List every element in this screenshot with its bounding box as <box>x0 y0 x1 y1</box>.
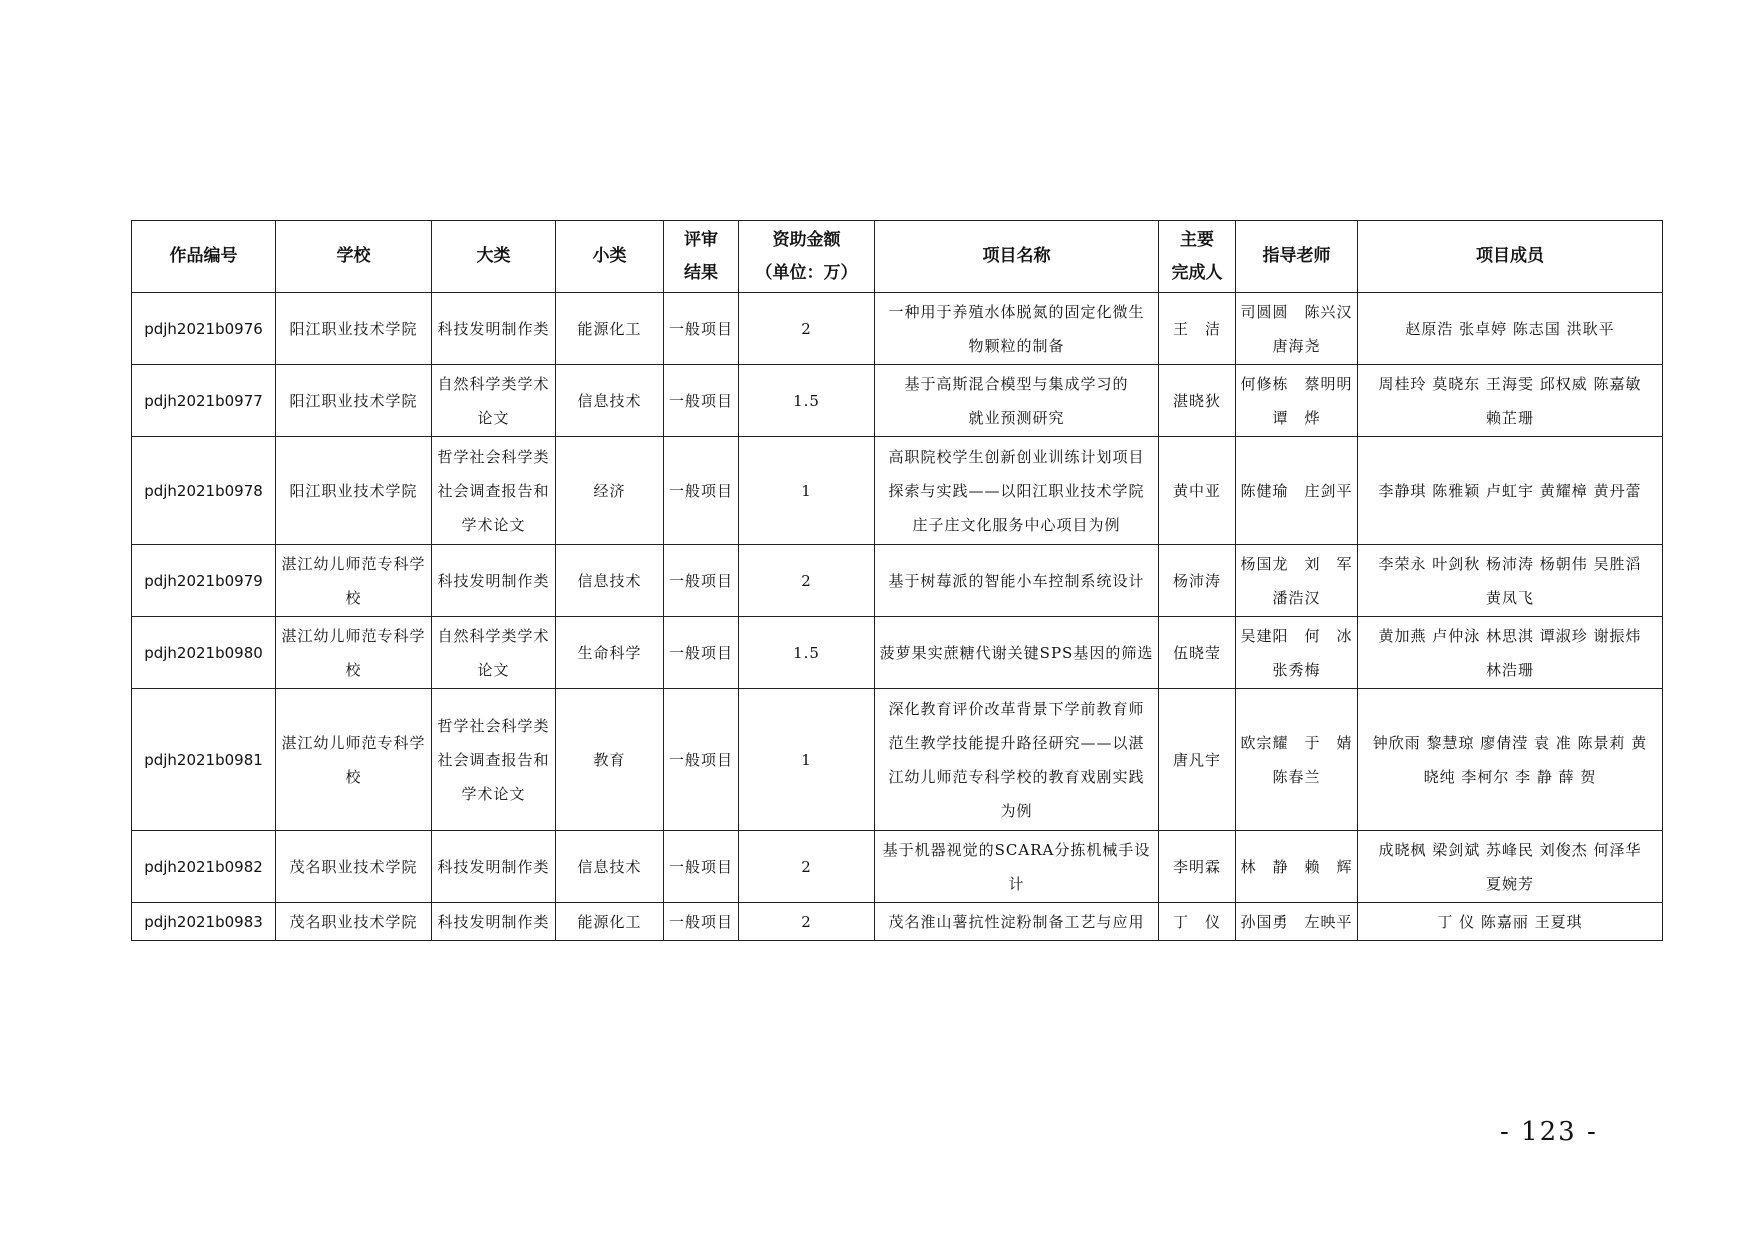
cell-id: pdjh2021b0976 <box>132 293 276 365</box>
cell-advisor-line: 唐海尧 <box>1272 336 1321 355</box>
cell-project-line: 茂名淮山薯抗性淀粉制备工艺与应用 <box>888 912 1145 931</box>
table-row <box>132 365 1663 437</box>
cell-amount: 1.5 <box>739 617 875 689</box>
cell-members <box>1358 365 1663 437</box>
cell-advisor-line: 何修栋 蔡明明 <box>1240 374 1353 393</box>
cell-project <box>875 617 1159 689</box>
cell-school <box>276 617 432 689</box>
cell-category-line: 哲学社会科学类 <box>437 716 550 735</box>
table-row <box>132 689 1663 831</box>
header-amount: 资助金额 （单位：万） <box>739 221 875 293</box>
cell-id: pdjh2021b0982 <box>132 831 276 903</box>
cell-project-line: 基于树莓派的智能小车控制系统设计 <box>888 571 1145 590</box>
cell-members <box>1358 831 1663 903</box>
cell-subcategory: 信息技术 <box>556 831 664 903</box>
header-category: 大类 <box>432 221 556 293</box>
cell-result: 一般项目 <box>664 831 739 903</box>
cell-members <box>1358 437 1663 545</box>
cell-subcategory: 经济 <box>556 437 664 545</box>
table-row <box>132 545 1663 617</box>
cell-members-line: 黄加燕 卢仲泳 林思淇 谭淑珍 谢振炜 <box>1378 626 1642 645</box>
table-row <box>132 437 1663 545</box>
cell-subcategory: 能源化工 <box>556 293 664 365</box>
cell-members-line: 丁 仪 陈嘉丽 王夏琪 <box>1437 912 1583 931</box>
cell-advisor <box>1236 831 1358 903</box>
cell-subcategory: 教育 <box>556 689 664 831</box>
cell-category-line: 科技发明制作类 <box>437 912 550 931</box>
cell-category <box>432 365 556 437</box>
cell-school-line: 湛江幼儿师范专科学 <box>281 626 426 645</box>
cell-project <box>875 293 1159 365</box>
cell-school-line: 校 <box>345 660 362 679</box>
project-table <box>131 220 1663 941</box>
cell-members <box>1358 903 1663 941</box>
cell-id: pdjh2021b0978 <box>132 437 276 545</box>
cell-advisor <box>1236 689 1358 831</box>
cell-result: 一般项目 <box>664 545 739 617</box>
cell-id: pdjh2021b0977 <box>132 365 276 437</box>
cell-school-line: 校 <box>345 767 362 786</box>
cell-leader: 杨沛涛 <box>1159 545 1236 617</box>
table-row <box>132 831 1663 903</box>
cell-project <box>875 903 1159 941</box>
cell-subcategory: 能源化工 <box>556 903 664 941</box>
cell-members <box>1358 689 1663 831</box>
cell-project-line: 高职院校学生创新创业训练计划项目 <box>888 447 1145 466</box>
cell-leader: 王 洁 <box>1159 293 1236 365</box>
cell-advisor-line: 吴建阳 何 冰 <box>1240 626 1353 645</box>
cell-category-line: 科技发明制作类 <box>437 857 550 876</box>
cell-school <box>276 293 432 365</box>
cell-project <box>875 365 1159 437</box>
cell-amount: 2 <box>739 293 875 365</box>
cell-project <box>875 831 1159 903</box>
cell-result: 一般项目 <box>664 903 739 941</box>
cell-school <box>276 831 432 903</box>
cell-subcategory: 生命科学 <box>556 617 664 689</box>
cell-members-line: 钟欣雨 黎慧琼 廖倩滢 袁 准 陈景莉 黄 <box>1372 733 1648 752</box>
cell-subcategory: 信息技术 <box>556 545 664 617</box>
cell-advisor <box>1236 545 1358 617</box>
cell-category-line: 论文 <box>477 408 510 427</box>
cell-school <box>276 437 432 545</box>
table-row <box>132 903 1663 941</box>
cell-category <box>432 437 556 545</box>
cell-leader: 湛晓狄 <box>1159 365 1236 437</box>
cell-members <box>1358 545 1663 617</box>
header-school: 学校 <box>276 221 432 293</box>
cell-project <box>875 437 1159 545</box>
cell-advisor <box>1236 365 1358 437</box>
cell-project-line: 庄子庄文化服务中心项目为例 <box>912 515 1121 534</box>
cell-amount: 1.5 <box>739 365 875 437</box>
header-project: 项目名称 <box>875 221 1159 293</box>
cell-category <box>432 689 556 831</box>
cell-school <box>276 903 432 941</box>
header-subcategory: 小类 <box>556 221 664 293</box>
cell-result: 一般项目 <box>664 617 739 689</box>
cell-category-line: 社会调查报告和 <box>437 481 550 500</box>
cell-advisor-line: 张秀梅 <box>1272 660 1321 679</box>
header-advisor: 指导老师 <box>1236 221 1358 293</box>
cell-members-line: 晓纯 李柯尔 李 静 薛 贺 <box>1423 767 1597 786</box>
cell-school-line: 湛江幼儿师范专科学 <box>281 733 426 752</box>
cell-amount: 2 <box>739 903 875 941</box>
cell-id: pdjh2021b0983 <box>132 903 276 941</box>
cell-project-line: 基于高斯混合模型与集成学习的 <box>904 374 1129 393</box>
cell-project <box>875 545 1159 617</box>
cell-project-line: 深化教育评价改革背景下学前教育师 <box>888 699 1145 718</box>
cell-subcategory: 信息技术 <box>556 365 664 437</box>
cell-advisor <box>1236 617 1358 689</box>
cell-members-line: 夏婉芳 <box>1485 874 1534 893</box>
cell-school <box>276 365 432 437</box>
cell-advisor <box>1236 293 1358 365</box>
cell-category-line: 社会调查报告和 <box>437 750 550 769</box>
cell-category-line: 自然科学类学术 <box>437 626 550 645</box>
header-row <box>132 221 1663 293</box>
cell-id: pdjh2021b0981 <box>132 689 276 831</box>
table-row <box>132 617 1663 689</box>
cell-leader: 李明霖 <box>1159 831 1236 903</box>
cell-result: 一般项目 <box>664 689 739 831</box>
header-id: 作品编号 <box>132 221 276 293</box>
cell-members-line: 赵原浩 张卓婷 陈志国 洪耿平 <box>1405 319 1615 338</box>
cell-members <box>1358 293 1663 365</box>
cell-result: 一般项目 <box>664 437 739 545</box>
cell-project-line: 菠萝果实蔗糖代谢关键SPS基因的筛选 <box>879 643 1154 662</box>
header-leader: 主要 完成人 <box>1159 221 1236 293</box>
cell-project-line: 一种用于养殖水体脱氮的固定化微生 <box>888 302 1145 321</box>
cell-members-line: 李荣永 叶剑秋 杨沛涛 杨朝伟 吴胜滔 <box>1378 554 1642 573</box>
cell-advisor-line: 陈春兰 <box>1272 767 1321 786</box>
cell-members-line: 林浩珊 <box>1485 660 1534 679</box>
cell-project <box>875 689 1159 831</box>
cell-advisor-line: 谭 烨 <box>1272 408 1321 427</box>
cell-project-line: 探索与实践——以阳江职业技术学院 <box>888 481 1145 500</box>
table-row <box>132 293 1663 365</box>
cell-advisor-line: 陈健瑜 庄剑平 <box>1240 481 1353 500</box>
cell-category-line: 哲学社会科学类 <box>437 447 550 466</box>
cell-school-line: 湛江幼儿师范专科学 <box>281 554 426 573</box>
cell-advisor <box>1236 437 1358 545</box>
cell-project-line: 就业预测研究 <box>968 408 1065 427</box>
cell-result: 一般项目 <box>664 293 739 365</box>
cell-advisor-line: 杨国龙 刘 军 <box>1240 554 1353 573</box>
cell-category <box>432 617 556 689</box>
cell-category-line: 科技发明制作类 <box>437 571 550 590</box>
header-members: 项目成员 <box>1358 221 1663 293</box>
cell-category-line: 学术论文 <box>461 784 526 803</box>
cell-advisor-line: 林 静 赖 辉 <box>1240 857 1353 876</box>
cell-leader: 黄中亚 <box>1159 437 1236 545</box>
cell-project-line: 范生教学技能提升路径研究——以湛 <box>888 733 1145 752</box>
cell-advisor <box>1236 903 1358 941</box>
cell-category-line: 论文 <box>477 660 510 679</box>
cell-project-line: 物颗粒的制备 <box>968 336 1065 355</box>
cell-advisor-line: 欧宗耀 于 婧 <box>1240 733 1353 752</box>
header-result: 评审 结果 <box>664 221 739 293</box>
cell-project-line: 江幼儿师范专科学校的教育戏剧实践 <box>888 767 1145 786</box>
cell-amount: 1 <box>739 437 875 545</box>
cell-leader: 伍晓莹 <box>1159 617 1236 689</box>
cell-id: pdjh2021b0979 <box>132 545 276 617</box>
cell-amount: 2 <box>739 545 875 617</box>
cell-leader: 唐凡宇 <box>1159 689 1236 831</box>
cell-project-line: 为例 <box>1000 801 1033 820</box>
cell-members-line: 周桂玲 莫晓东 王海雯 邱权威 陈嘉敏 <box>1378 374 1642 393</box>
page-number: - 123 - <box>1500 1117 1598 1147</box>
cell-project-line: 基于机器视觉的SCARA分拣机械手设计 <box>882 840 1151 893</box>
cell-members-line: 成晓枫 梁剑斌 苏峰民 刘俊杰 何泽华 <box>1378 840 1642 859</box>
cell-advisor-line: 司圆圆 陈兴汉 <box>1240 302 1353 321</box>
cell-category-line: 自然科学类学术 <box>437 374 550 393</box>
cell-school <box>276 545 432 617</box>
cell-members <box>1358 617 1663 689</box>
cell-members-line: 李静琪 陈雅颖 卢虹宇 黄耀樟 黄丹蕾 <box>1378 481 1642 500</box>
cell-school <box>276 689 432 831</box>
cell-school-line: 阳江职业技术学院 <box>289 391 418 410</box>
cell-category <box>432 293 556 365</box>
cell-advisor-line: 潘浩汉 <box>1272 588 1321 607</box>
table-body <box>132 293 1663 941</box>
cell-leader: 丁 仪 <box>1159 903 1236 941</box>
cell-school-line: 校 <box>345 588 362 607</box>
cell-category <box>432 903 556 941</box>
cell-category <box>432 545 556 617</box>
cell-advisor-line: 孙国勇 左映平 <box>1240 912 1353 931</box>
cell-school-line: 阳江职业技术学院 <box>289 481 418 500</box>
cell-category-line: 学术论文 <box>461 515 526 534</box>
cell-id: pdjh2021b0980 <box>132 617 276 689</box>
cell-category-line: 科技发明制作类 <box>437 319 550 338</box>
cell-amount: 2 <box>739 831 875 903</box>
cell-members-line: 黄凤飞 <box>1485 588 1534 607</box>
cell-school-line: 阳江职业技术学院 <box>289 319 418 338</box>
cell-category <box>432 831 556 903</box>
cell-amount: 1 <box>739 689 875 831</box>
cell-school-line: 茂名职业技术学院 <box>289 857 418 876</box>
cell-result: 一般项目 <box>664 365 739 437</box>
cell-school-line: 茂名职业技术学院 <box>289 912 418 931</box>
cell-members-line: 赖芷珊 <box>1485 408 1534 427</box>
